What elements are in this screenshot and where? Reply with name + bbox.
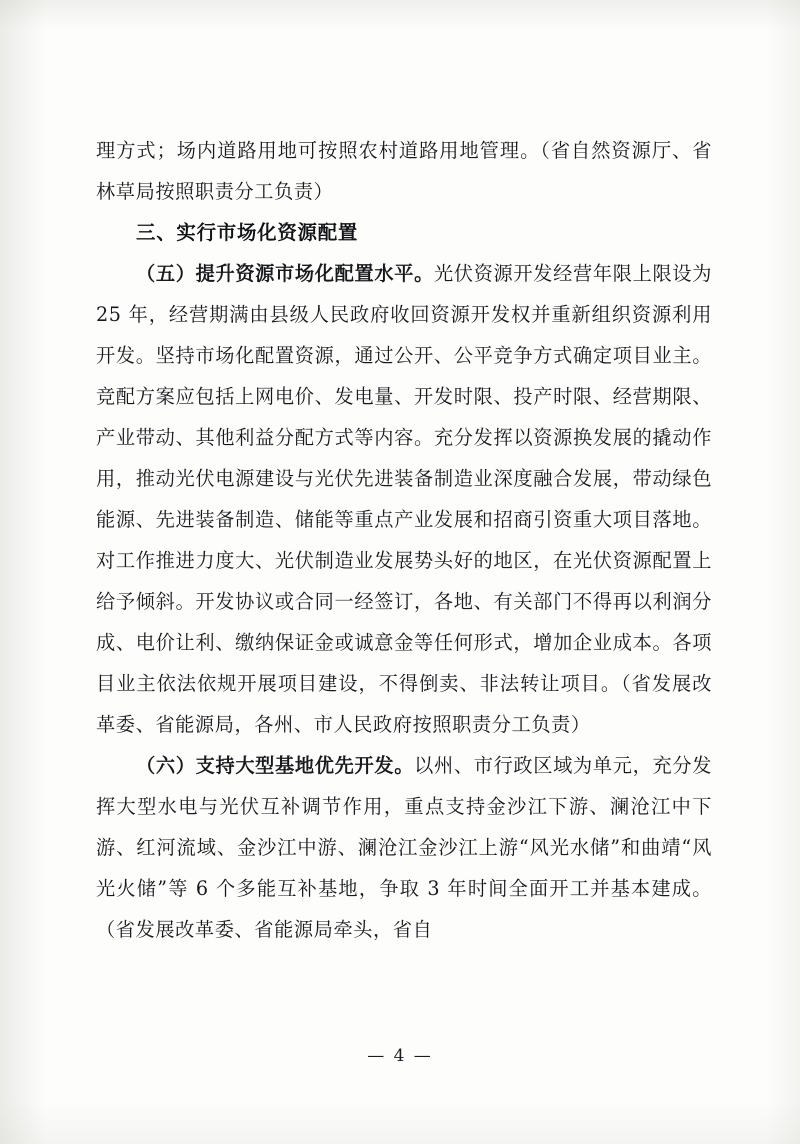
section-heading-three: 三、实行市场化资源配置 [136,221,359,244]
paragraph-item-five [96,253,712,745]
paragraph-item-six-text: 以州、市行政区域为单元，充分发挥大型水电与光伏互补调节作用，重点支持金沙江下游、澜沧江中下游、红河流域、金沙江中游、澜沧江金沙江上游“风光水储”和曲靖“风光火储”等 6 个多能互补基地，争取 3 年时间全面开工并基本建成。（省发展改革委、省能源局牵头，省自 [96,754,712,941]
paragraph-item-five-lead: （五）提升资源市场化配置水平。 [136,262,434,285]
paragraph-continuation: 理方式；场内道路用地可按照农村道路用地管理。（省自然资源厅、省林草局按照职责分工负责） [96,139,712,203]
page-number: — 4 — [367,1046,433,1066]
paragraph-item-five-text: 光伏资源开发经营年限上限设为 25 年，经营期满由县级人民政府收回资源开发权并重新组织资源利用开发。坚持市场化配置资源，通过公开、公平竞争方式确定项目业主。竞配方案应包括上网电价、发电量、开发时限、投产时限、经营期限、产业带动、其他利益分配方式等内容。充分发挥以资源换发展的撬动作用，推动光伏电源建设与光伏先进装备制造业深度融合发展，带动绿色能源、先进装备制造、储能等重点产业发展和招商引资重大项目落地。对工作推进力度大、光伏制造业发展势头好的地区，在光伏资源配置上给予倾斜。开发协议或合同一经签订，各地、有关部门不得再以利润分成、电价让利、缴纳保证金或诚意金等任何形式，增加企业成本。各项目业主依法依规开展项目建设，不得倒卖、非法转让项目。（省发展改革委、省能源局，各州、市人民政府按照职责分工负责） [96,262,712,736]
scan-shadow-bottom [0,1100,800,1144]
document-body [96,130,712,950]
scan-shadow-left [0,0,46,1144]
paragraph-item-six [96,745,712,950]
scan-shadow-right [766,0,800,1144]
paragraph-item-six-lead: （六）支持大型基地优先开发。 [136,754,415,777]
scan-shadow-top [0,0,800,30]
